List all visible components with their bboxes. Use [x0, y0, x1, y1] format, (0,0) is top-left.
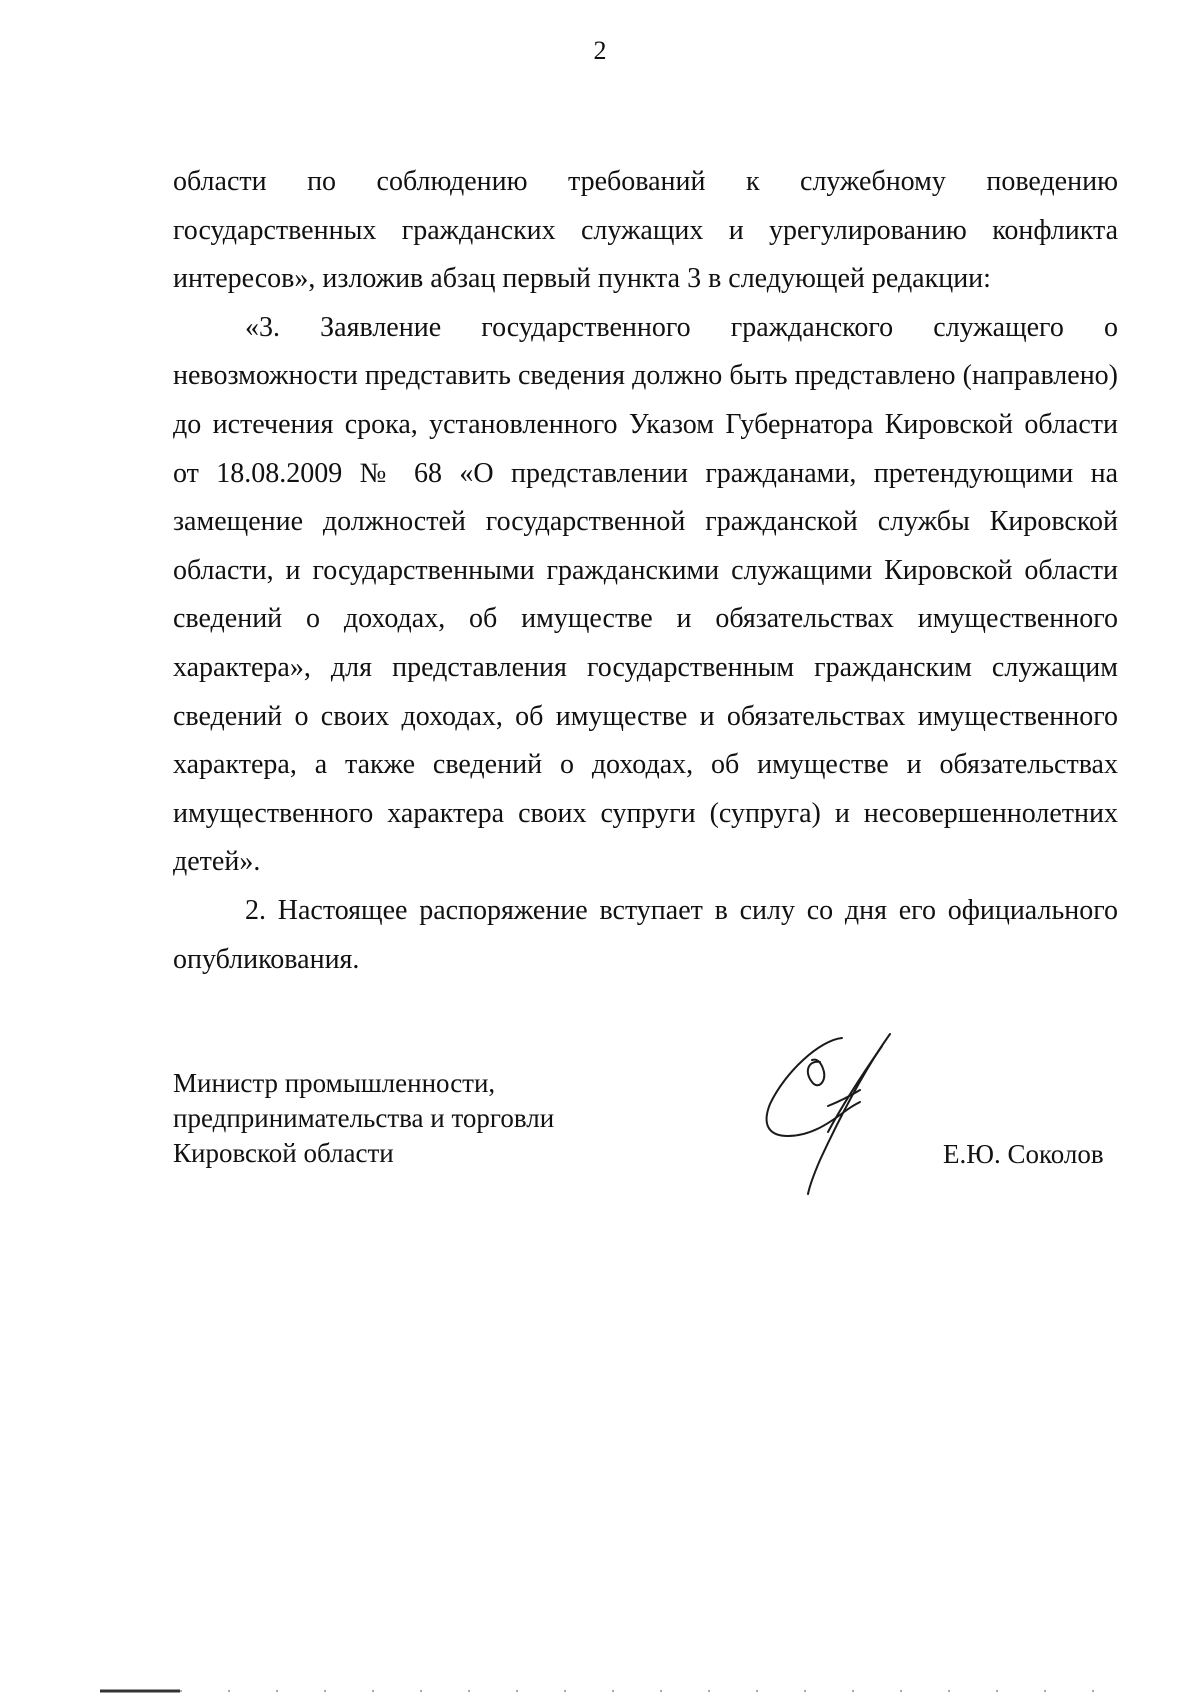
document-body: [173, 158, 1118, 984]
paragraph-quoted-amendment: «3. Заявление государственного гражданского служащего о невозможности представить сведения должно быть представлено (направлено) до истечения срока, установленного Указом Губернатора Кировской области от 18.08.2009 № 68 «О представлении гражданами, претендующими на замещение должностей государственной гражданской службы Кировской области, и государственными гражданскими служащими Кировской области сведений о доходах, об имуществе и обязательствах имущественного характера», для представления государственным гражданским служащим сведений о своих доходах, об имуществе и обязательствах имущественного характера, а также сведений о доходах, об имуществе и обязательствах имущественного характера своих супруги (супруга) и несовершеннолетних детей».: [173, 311, 1118, 878]
paragraph-continuation: области по соблюдению требований к служебному поведению государственных гражданских служащих и урегулированию конфликта интересов», изложив абзац первый пункта 3 в следующей редакции:: [173, 166, 1118, 295]
handwritten-signature: [760, 1032, 960, 1232]
page-number: 2: [593, 36, 607, 65]
signatory-name: Е.Ю. Соколов: [943, 1139, 1104, 1169]
paragraph-effective-date: 2. Настоящее распоряжение вступает в силу со дня его официального опубликования.: [173, 894, 1118, 975]
signatory-position-line-1: Министр промышленности,: [173, 1068, 496, 1098]
signatory-position-line-3: Кировской области: [173, 1138, 394, 1168]
scan-edge-artifact: [100, 1689, 1110, 1693]
signatory-position-line-2: предпринимательства и торговли: [173, 1103, 555, 1133]
signatory-position: [173, 1066, 554, 1171]
